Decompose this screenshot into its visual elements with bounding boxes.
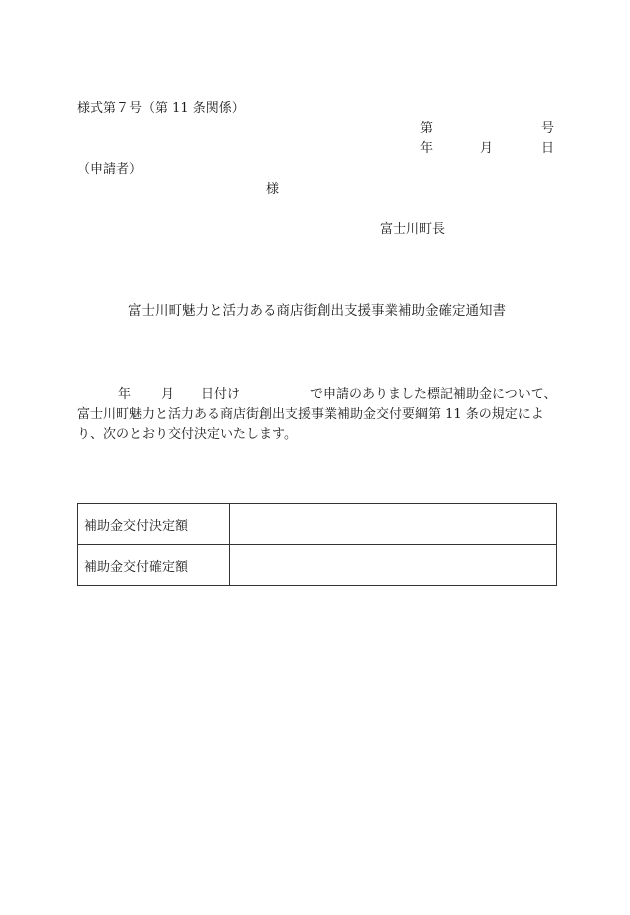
body-paragraph bbox=[77, 385, 557, 445]
body-line3-text: り、次のとおり交付決定いたします。 bbox=[77, 427, 297, 442]
body-line1-rest: で申請のありました標記補助金について、 bbox=[310, 387, 557, 402]
document-title: 富士川町魅力と活力ある商店街創出支援事業補助金確定通知書 bbox=[128, 303, 506, 319]
body-month: 月 bbox=[161, 387, 175, 402]
body-line-2 bbox=[77, 405, 557, 425]
applicant-label: （申請者） bbox=[77, 162, 143, 177]
body-line-3 bbox=[77, 425, 557, 445]
number-prefix: 第 bbox=[420, 121, 434, 136]
date-day: 日 bbox=[540, 141, 554, 156]
number-suffix: 号 bbox=[540, 121, 554, 136]
amounts-table bbox=[77, 503, 557, 586]
confirmed-amount-value bbox=[230, 545, 557, 586]
table-row bbox=[78, 504, 557, 545]
body-line-1 bbox=[77, 385, 557, 405]
date-month: 月 bbox=[480, 141, 494, 156]
confirmed-amount-label: 補助金交付確定額 bbox=[78, 545, 230, 586]
table-row bbox=[78, 545, 557, 586]
body-year: 年 bbox=[118, 387, 132, 402]
body-line2-text: 富士川町魅力と活力ある商店街創出支援事業補助金交付要綱第 11 条の規定によ bbox=[77, 407, 544, 422]
decision-amount-value bbox=[230, 504, 557, 545]
sender-name: 富士川町長 bbox=[380, 222, 446, 237]
form-label: 様式第７号（第 11 条関係） bbox=[77, 101, 245, 116]
body-dated: 日付け bbox=[201, 387, 241, 402]
date-year: 年 bbox=[420, 141, 434, 156]
decision-amount-label: 補助金交付決定額 bbox=[78, 504, 230, 545]
honorific: 様 bbox=[266, 182, 280, 197]
